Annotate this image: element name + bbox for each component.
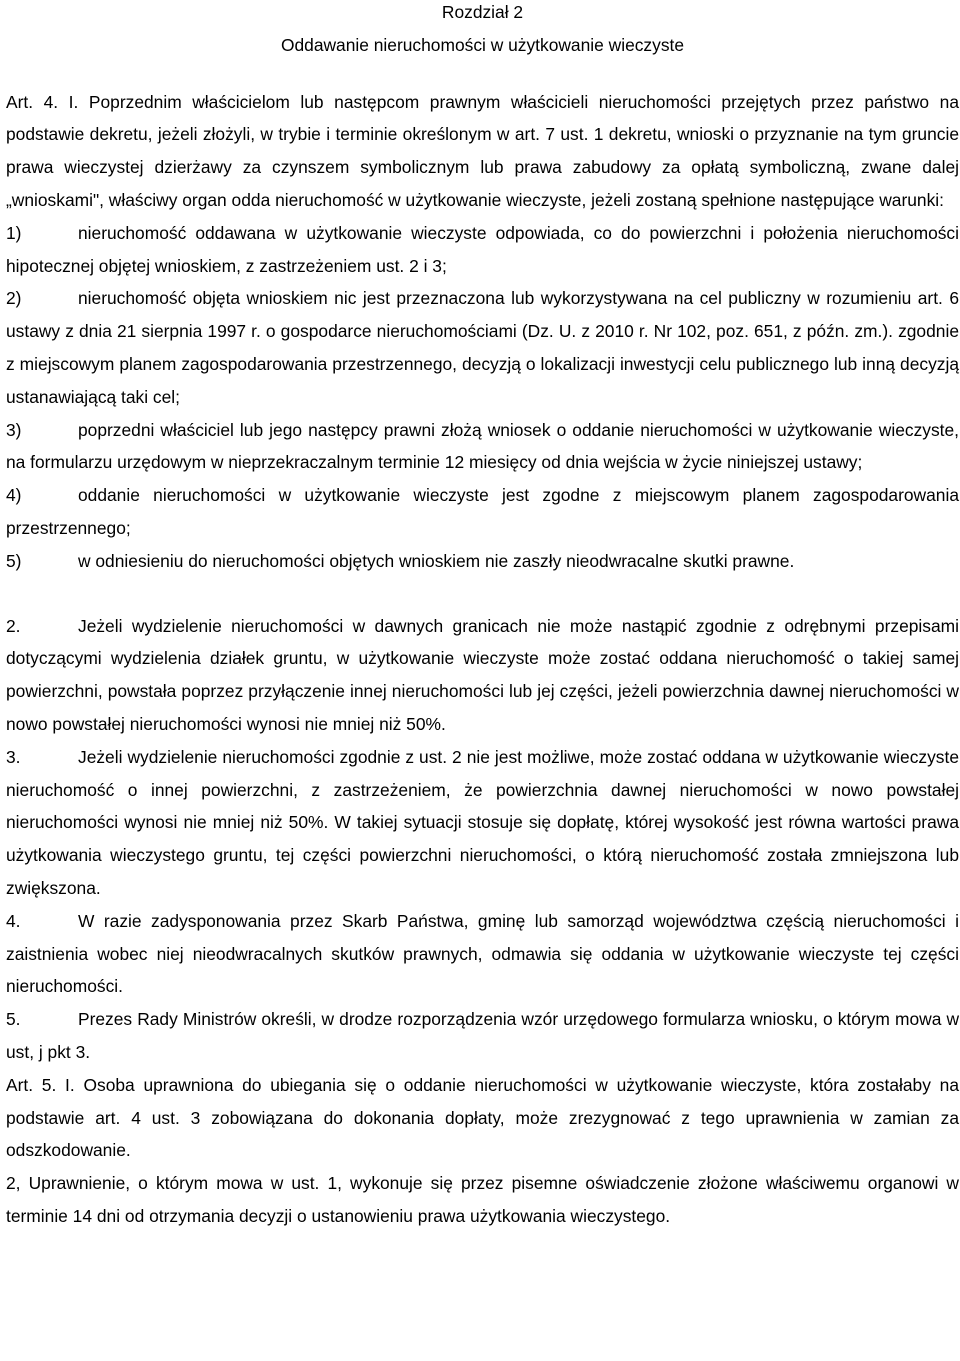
condition-number: 5): [6, 550, 22, 571]
condition-item: [6, 414, 959, 480]
condition-text: nieruchomość oddawana w użytkowanie wieczyste odpowiada, co do powierzchni i położenia nieruchomości hipotecznej objętej wnioskiem, z zastrzeżeniem ust. 2 i 3;: [6, 222, 959, 276]
section-number: 4.: [6, 910, 21, 931]
condition-item: [6, 282, 959, 413]
section-text: Jeżeli wydzielenie nieruchomości w dawnych granicach nie może nastąpić zgodnie z odrębnymi przepisami dotyczącymi wydzielenia działek gruntu, w użytkowanie wieczyste może zostać oddana nieruchomość o takiej samej powierzchni, powstała poprzez przyłączenie innej nieruchomości lub jej części, jeżeli powierzchnia dawnej nieruchomości w nowo powstałej nieruchomości wynosi nie mniej niż 50%.: [6, 615, 959, 734]
condition-item: [6, 479, 959, 545]
art5-paragraph-2: 2, Uprawnienie, o którym mowa w ust. 1, wykonuje się przez pisemne oświadczenie złożone właściwemu organowi w terminie 14 dni od otrzymania decyzji o ustanowieniu prawa użytkowania wieczystego.: [6, 1173, 959, 1226]
condition-number: 3): [6, 419, 22, 440]
chapter-title: Rozdział 2: [441, 2, 524, 22]
section-text: Prezes Rady Ministrów określi, w drodze rozporządzenia wzór urzędowego formularza wniosku, o którym mowa w ust, j pkt 3.: [6, 1009, 959, 1062]
section-text: W razie zadysponowania przez Skarb Państwa, gminę lub samorząd województwa częścią nieruchomości i zaistnienia wobec niej nieodwracalnych skutków prawnych, odmawia się oddania w użytkowanie wieczyste tej części nieruchomości.: [6, 910, 959, 997]
section-number: 5.: [6, 1009, 21, 1030]
section-text: Jeżeli wydzielenie nieruchomości zgodnie z ust. 2 nie jest możliwe, może zostać oddana w użytkowanie wieczyste nieruchomość o innej powierzchni, z zastrzeżeniem, że powierzchnia dawnej nieruchomości w nowo powstałej nieruchomości wynosi nie mniej niż 50%. W takiej sytuacji stosuje się dopłatę, której wysokość jest równa wartości prawa użytkowania wieczystego gruntu, tej części powierzchni nieruchomości, o którą nieruchomość została zmniejszona lub zwiększona.: [6, 746, 959, 898]
section-number: 3.: [6, 746, 21, 767]
chapter-subtitle: Oddawanie nieruchomości w użytkowanie wieczyste: [280, 34, 685, 55]
condition-text: w odniesieniu do nieruchomości objętych wnioskiem nie zaszły nieodwracalne skutki prawne.: [78, 550, 795, 571]
section-item: [6, 741, 959, 905]
condition-text: nieruchomość objęta wnioskiem nic jest przeznaczona lub wykorzystywana na cel publiczny w rozumieniu art. 6 ustawy z dnia 21 sierpnia 1997 r. o gospodarce nieruchomościami (Dz. U. z 2010 r. Nr 102, poz. 651, z późn. zm.). zgodnie z miejscowym planem zagospodarowania przestrzennego, decyzją o lokalizacji inwestycji celu publicznego lub inną decyzją ustanawiającą taki cel;: [6, 288, 959, 407]
condition-number: 1): [6, 222, 22, 243]
section-item: [6, 1003, 959, 1069]
condition-text: poprzedni właściciel lub jego następcy prawni złożą wniosek o oddanie nieruchomości w użytkowanie wieczyste, na formularzu urzędowym w nieprzekraczalnym terminie 12 miesięcy od dnia wejścia w życie niniejszej ustawy;: [6, 419, 959, 473]
condition-number: 2): [6, 288, 22, 309]
section-number: 2.: [6, 615, 21, 636]
spacer: [6, 62, 959, 86]
condition-item: [6, 545, 959, 578]
condition-number: 4): [6, 485, 22, 506]
spacer: [6, 578, 959, 610]
document-page: [6, 0, 959, 1233]
art5-paragraph-1: Art. 5. I. Osoba uprawniona do ubiegania się o oddanie nieruchomości w użytkowanie wieczyste, która zostałaby na podstawie art. 4 ust. 3 zobowiązana do dokonania dopłaty, może zrezygnować z tego uprawnienia w zamian za odszkodowanie.: [6, 1074, 959, 1161]
condition-item: [6, 217, 959, 283]
section-item: [6, 610, 959, 741]
section-item: [6, 905, 959, 1003]
art4-lead: Art. 4. I. Poprzednim właścicielom lub następcom prawnym właścicieli nieruchomości przejętych przez państwo na podstawie dekretu, jeżeli złożyli, w trybie i terminie określonym w art. 7 ust. 1 dekretu, wnioski o przyznanie na tym gruncie prawa wieczystej dzierżawy za czynszem symbolicznym lub prawa zabudowy za opłatą symboliczną, zwane dalej „wnioskami", właściwy organ odda nieruchomość w użytkowanie wieczyste, jeżeli zostaną spełnione następujące warunki:: [6, 91, 959, 210]
condition-text: oddanie nieruchomości w użytkowanie wieczyste jest zgodne z miejscowym planem zagospodarowania przestrzennego;: [6, 485, 959, 538]
